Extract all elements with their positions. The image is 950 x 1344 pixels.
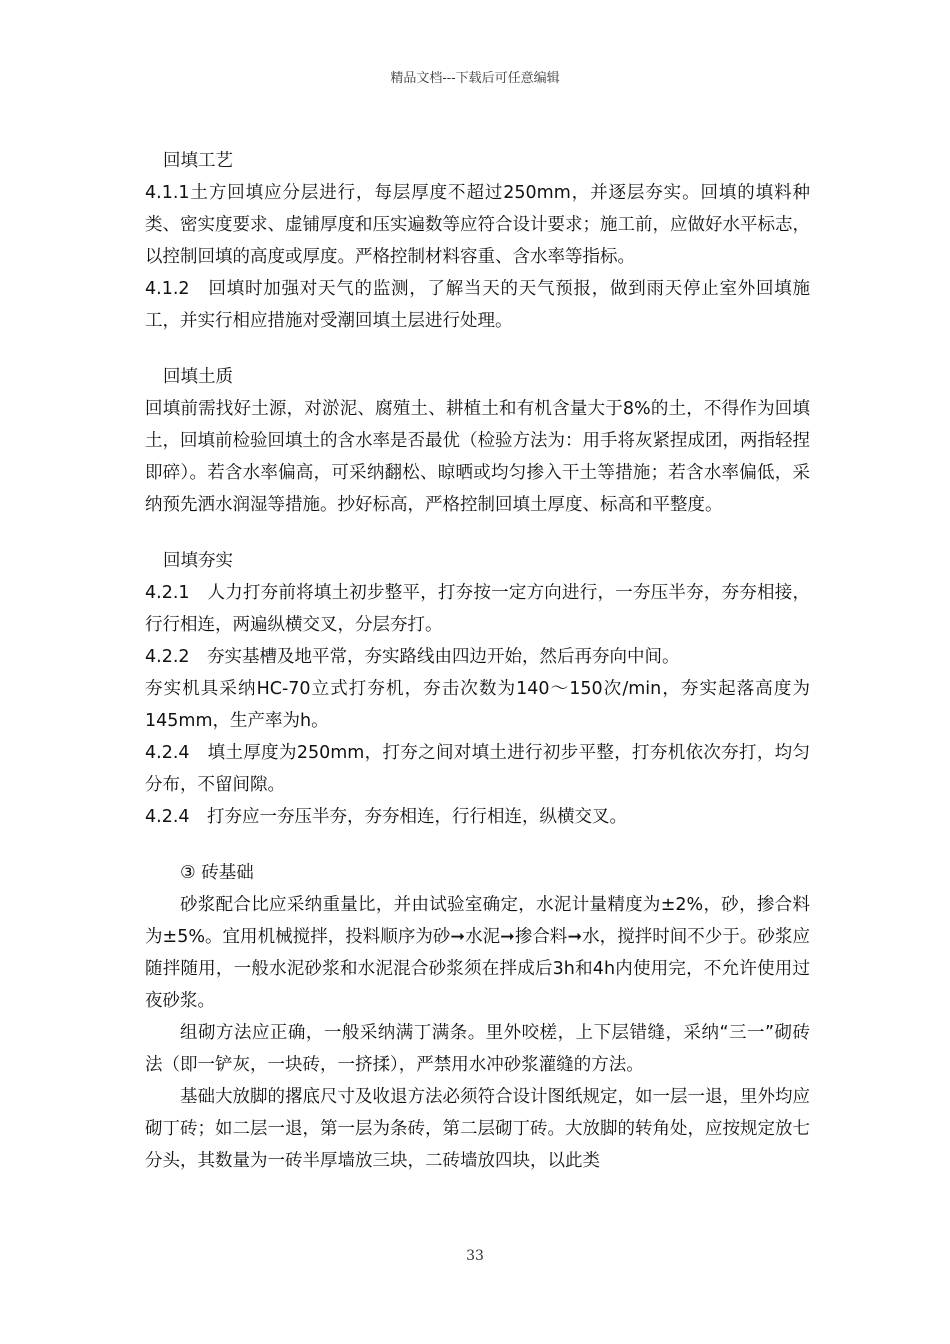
paragraph-foundation-footing: 基础大放脚的撂底尺寸及收退方法必须符合设计图纸规定，如一层一退，里外均应砌丁砖；如二层一退，第一层为条砖，第二层砌丁砖。大放脚的转角处，应按规定放七分头，其数量为一砖半厚墙放三块，二砖墙放四块，以此类	[145, 1087, 810, 1171]
paragraph-4-2-1: 4.2.1 人力打夯前将填土初步整平，打夯按一定方向进行，一夯压半夯，夯夯相接，行行相连，两遍纵横交叉，分层夯打。	[145, 583, 810, 635]
paragraph-4-2-4-b: 4.2.4 打夯应一夯压半夯，夯夯相连，行行相连，纵横交叉。	[145, 807, 628, 827]
paragraph-compaction-machine: 夯实机具采纳HC-70立式打夯机，夯击次数为140～150次/min，夯实起落高度为145mm，生产率为h。	[145, 679, 810, 731]
document-body	[145, 145, 810, 1177]
paragraph-masonry-method: 组砌方法应正确，一般采纳满丁满条。里外咬槎，上下层错缝，采纳“三一”砌砖法（即一铲灰，一块砖，一挤揉），严禁用水冲砂浆灌缝的方法。	[145, 1023, 810, 1075]
section-heading-brick-foundation: ③ 砖基础	[180, 863, 254, 883]
paragraph-4-1-1: 4.1.1土方回填应分层进行，每层厚度不超过250mm，并逐层夯实。回填的填料种类、密实度要求、虚铺厚度和压实遍数等应符合设计要求；施工前，应做好水平标志，以控制回填的高度或厚度。严格控制材料容重、含水率等指标。	[145, 183, 810, 267]
paragraph-4-1-2: 4.1.2 回填时加强对天气的监测，了解当天的天气预报，做到雨天停止室外回填施工，并实行相应措施对受潮回填土层进行处理。	[145, 279, 810, 331]
paragraph-4-2-4-a: 4.2.4 填土厚度为250mm，打夯之间对填土进行初步平整，打夯机依次夯打，均匀分布，不留间隙。	[145, 743, 810, 795]
paragraph-4-2-2: 4.2.2 夯实基槽及地平常，夯实路线由四边开始，然后再夯向中间。	[145, 647, 680, 667]
page-header: 精品文档---下载后可任意编辑	[390, 71, 560, 86]
section-heading-backfill-process: 回填工艺	[163, 151, 233, 171]
page-number: 33	[466, 1248, 484, 1264]
paragraph-soil-quality: 回填前需找好土源，对淤泥、腐殖土、耕植土和有机含量大于8%的土，不得作为回填土，回填前检验回填土的含水率是否最优（检验方法为：用手将灰紧捏成团，两指轻捏即碎）。若含水率偏高，可采纳翻松、晾晒或均匀掺入干土等措施；若含水率偏低，采纳预先洒水润湿等措施。抄好标高，严格控制回填土厚度、标高和平整度。	[145, 399, 810, 515]
section-heading-compaction: 回填夯实	[163, 551, 233, 571]
section-heading-backfill-soil: 回填土质	[163, 367, 233, 387]
paragraph-mortar: 砂浆配合比应采纳重量比，并由试验室确定，水泥计量精度为±2%，砂，掺合料为±5%。宜用机械搅拌，投料顺序为砂➞水泥➞掺合料➞水，搅拌时间不少于。砂浆应随拌随用，一般水泥砂浆和水泥混合砂浆须在拌成后3h和4h内使用完，不允许使用过夜砂浆。	[145, 895, 810, 1011]
